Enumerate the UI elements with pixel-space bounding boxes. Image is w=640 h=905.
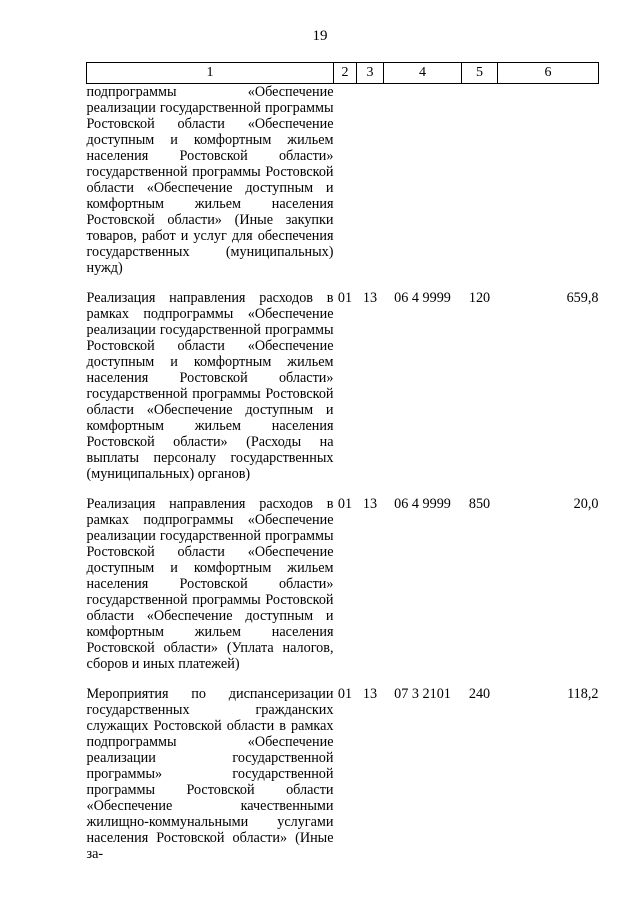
row-expense-type: 120 [468,290,491,306]
row-name: Реализация направления расходов в рамках подпрограммы «Обеспечение реализации государственной программы Ростовской области «Обеспечение доступным и комфортным жильем населения Ростовской области» государственной программы Ростовской области «Обеспечение доступным и комфортным жильем населения Ростовской области» (Уплата налогов, сборов и иных платежей) [86,496,334,672]
row-subsection: 13 [362,290,378,306]
header-col-6: 6 [498,63,599,84]
row-amount [498,84,599,277]
header-col-2: 2 [334,63,357,84]
table-row [87,686,599,862]
row-subsection: 13 [362,496,378,512]
row-target-article: 07 3 2101 [394,686,451,702]
row-name: подпрограммы «Обеспечение реализации государственной программы Ростовской области «Обеспечение доступным и комфортным жильем населения Ростовской области» государственной программы Ростовской области «Обеспечение доступным и комфортным жильем населения Ростовской области» (Иные закупки товаров, работ и услуг для обеспечения государственных (муниципальных) нужд) [86,84,334,276]
header-col-4: 4 [384,63,462,84]
row-target-article: 06 4 9999 [394,496,451,512]
header-col-5: 5 [462,63,498,84]
budget-table [86,62,599,862]
row-subsection: 13 [362,686,378,702]
row-expense-type [462,84,498,277]
row-section: 01 [337,496,353,512]
page-number: 19 [312,28,328,44]
row-amount: 118,2 [567,686,599,702]
row-name: Мероприятия по диспансеризации государственных гражданских служащих Ростовской области в рамках подпрограммы «Обеспечение реализации государственной программы» государственной программы Ростовской области «Обеспечение качественными жилищно-коммунальными услугами населения Ростовской области» (Иные за- [86,686,334,862]
table-row [87,84,599,277]
table-row [87,290,599,482]
row-subsection [357,84,384,277]
row-name: Реализация направления расходов в рамках подпрограммы «Обеспечение реализации государственной программы Ростовской области «Обеспечение доступным и комфортным жильем населения Ростовской области» государственной программы Ростовской области «Обеспечение доступным и комфортным жильем населения Ростовской области» (Расходы на выплаты персоналу государственных (муниципальных) органов) [86,290,334,482]
row-amount: 20,0 [573,496,599,512]
row-target-article [384,84,462,277]
row-section: 01 [337,686,353,702]
row-section: 01 [337,290,353,306]
row-target-article: 06 4 9999 [394,290,451,306]
header-row [87,63,599,84]
row-expense-type: 240 [468,686,491,702]
row-expense-type: 850 [468,496,491,512]
header-col-1: 1 [87,63,334,84]
row-amount: 659,8 [566,290,599,306]
row-section [334,84,357,277]
header-col-3: 3 [357,63,384,84]
table-row [87,496,599,672]
